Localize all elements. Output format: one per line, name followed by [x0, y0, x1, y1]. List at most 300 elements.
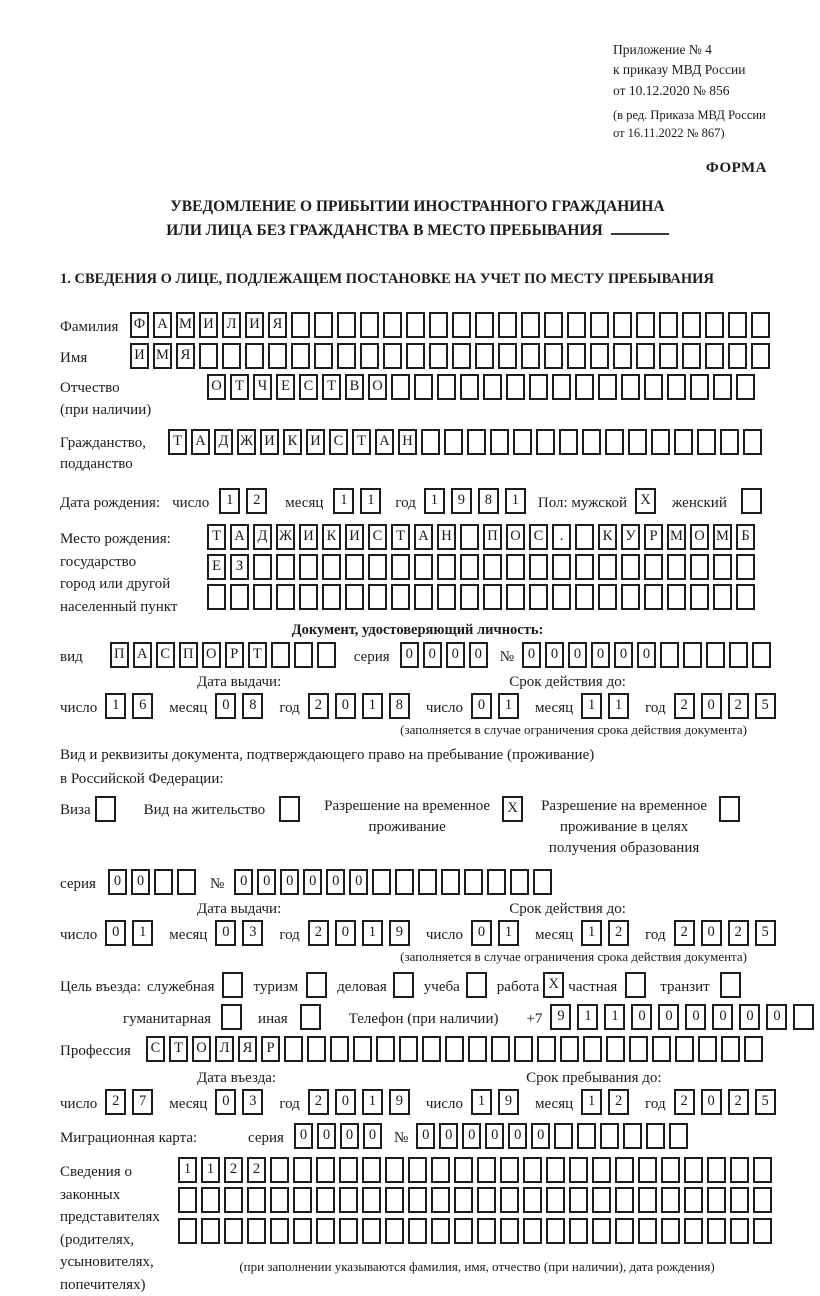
char-cell[interactable] — [271, 642, 290, 668]
char-cell[interactable]: Я — [176, 343, 195, 369]
char-cell[interactable] — [751, 343, 770, 369]
char-cell[interactable] — [487, 869, 506, 895]
char-cell[interactable]: 0 — [471, 920, 492, 946]
char-cell[interactable] — [247, 1218, 266, 1244]
char-cell[interactable]: А — [133, 642, 152, 668]
char-cell[interactable]: 0 — [423, 642, 442, 668]
char-cell[interactable]: Я — [238, 1036, 257, 1062]
char-cell[interactable]: 1 — [505, 488, 526, 514]
char-cell[interactable]: В — [345, 374, 364, 400]
permit-valid-month-cells[interactable] — [581, 920, 635, 946]
char-cell[interactable]: 2 — [224, 1157, 243, 1183]
char-cell[interactable] — [460, 554, 479, 580]
char-cell[interactable] — [383, 312, 402, 338]
char-cell[interactable] — [652, 1036, 671, 1062]
birth-day-cells[interactable] — [219, 488, 273, 514]
char-cell[interactable] — [719, 796, 740, 822]
char-cell[interactable] — [201, 1218, 220, 1244]
char-cell[interactable] — [222, 343, 241, 369]
char-cell[interactable]: 0 — [685, 1004, 706, 1030]
char-cell[interactable] — [337, 343, 356, 369]
char-cell[interactable]: О — [192, 1036, 211, 1062]
legal-reps-row3-cells[interactable] — [178, 1218, 776, 1244]
char-cell[interactable]: Д — [214, 429, 233, 455]
char-cell[interactable]: О — [207, 374, 226, 400]
char-cell[interactable] — [606, 1036, 625, 1062]
char-cell[interactable] — [793, 1004, 814, 1030]
char-cell[interactable] — [270, 1157, 289, 1183]
entry-day-cells[interactable] — [105, 1089, 159, 1115]
humanitarian-checkbox[interactable] — [221, 1004, 242, 1030]
char-cell[interactable]: 0 — [658, 1004, 679, 1030]
char-cell[interactable] — [736, 554, 755, 580]
char-cell[interactable] — [408, 1218, 427, 1244]
char-cell[interactable] — [598, 554, 617, 580]
temp-permit-checkbox[interactable] — [502, 796, 523, 822]
char-cell[interactable] — [521, 312, 540, 338]
visa-checkbox[interactable] — [95, 796, 116, 822]
char-cell[interactable]: И — [345, 524, 364, 550]
char-cell[interactable] — [418, 869, 437, 895]
char-cell[interactable] — [464, 869, 483, 895]
char-cell[interactable] — [713, 374, 732, 400]
char-cell[interactable] — [569, 1157, 588, 1183]
permit-issue-month-cells[interactable] — [215, 920, 269, 946]
char-cell[interactable] — [314, 312, 333, 338]
char-cell[interactable]: 0 — [439, 1123, 458, 1149]
char-cell[interactable] — [444, 429, 463, 455]
char-cell[interactable] — [613, 312, 632, 338]
char-cell[interactable] — [468, 1036, 487, 1062]
tourism-checkbox[interactable] — [306, 972, 327, 998]
char-cell[interactable] — [299, 584, 318, 610]
char-cell[interactable] — [625, 972, 646, 998]
char-cell[interactable] — [317, 642, 336, 668]
char-cell[interactable] — [667, 554, 686, 580]
char-cell[interactable]: 1 — [604, 1004, 625, 1030]
char-cell[interactable]: Т — [207, 524, 226, 550]
char-cell[interactable] — [245, 343, 264, 369]
char-cell[interactable]: 1 — [333, 488, 354, 514]
char-cell[interactable] — [221, 1004, 242, 1030]
char-cell[interactable] — [345, 554, 364, 580]
char-cell[interactable] — [506, 374, 525, 400]
char-cell[interactable]: Т — [322, 374, 341, 400]
char-cell[interactable] — [590, 343, 609, 369]
char-cell[interactable] — [720, 429, 739, 455]
char-cell[interactable] — [582, 429, 601, 455]
char-cell[interactable] — [661, 1187, 680, 1213]
char-cell[interactable] — [307, 1036, 326, 1062]
char-cell[interactable]: 1 — [360, 488, 381, 514]
other-checkbox[interactable] — [300, 1004, 321, 1030]
char-cell[interactable] — [523, 1187, 542, 1213]
char-cell[interactable]: 1 — [219, 488, 240, 514]
char-cell[interactable] — [300, 1004, 321, 1030]
char-cell[interactable] — [467, 429, 486, 455]
char-cell[interactable] — [644, 584, 663, 610]
char-cell[interactable] — [276, 554, 295, 580]
char-cell[interactable] — [546, 1157, 565, 1183]
char-cell[interactable] — [728, 312, 747, 338]
char-cell[interactable] — [729, 642, 748, 668]
char-cell[interactable] — [544, 312, 563, 338]
char-cell[interactable]: А — [230, 524, 249, 550]
char-cell[interactable] — [391, 374, 410, 400]
char-cell[interactable] — [414, 374, 433, 400]
char-cell[interactable] — [483, 374, 502, 400]
char-cell[interactable]: Р — [225, 642, 244, 668]
char-cell[interactable]: 0 — [326, 869, 345, 895]
char-cell[interactable] — [592, 1187, 611, 1213]
char-cell[interactable]: И — [306, 429, 325, 455]
sex-female-checkbox[interactable] — [741, 488, 762, 514]
char-cell[interactable] — [383, 343, 402, 369]
char-cell[interactable] — [431, 1187, 450, 1213]
char-cell[interactable] — [500, 1218, 519, 1244]
char-cell[interactable]: 0 — [234, 869, 253, 895]
char-cell[interactable]: О — [506, 524, 525, 550]
char-cell[interactable] — [675, 1036, 694, 1062]
char-cell[interactable]: 0 — [105, 920, 126, 946]
char-cell[interactable]: 0 — [614, 642, 633, 668]
char-cell[interactable] — [291, 312, 310, 338]
char-cell[interactable] — [636, 343, 655, 369]
char-cell[interactable] — [291, 343, 310, 369]
char-cell[interactable]: 9 — [550, 1004, 571, 1030]
char-cell[interactable] — [644, 554, 663, 580]
char-cell[interactable] — [659, 343, 678, 369]
char-cell[interactable] — [697, 429, 716, 455]
char-cell[interactable] — [247, 1187, 266, 1213]
char-cell[interactable]: 2 — [674, 1089, 695, 1115]
char-cell[interactable] — [682, 312, 701, 338]
char-cell[interactable] — [385, 1187, 404, 1213]
char-cell[interactable]: З — [230, 554, 249, 580]
char-cell[interactable] — [391, 554, 410, 580]
char-cell[interactable]: 0 — [545, 642, 564, 668]
char-cell[interactable] — [429, 343, 448, 369]
char-cell[interactable] — [638, 1187, 657, 1213]
char-cell[interactable] — [684, 1218, 703, 1244]
char-cell[interactable]: А — [191, 429, 210, 455]
char-cell[interactable]: 0 — [215, 920, 236, 946]
char-cell[interactable]: X — [635, 488, 656, 514]
char-cell[interactable] — [201, 1187, 220, 1213]
char-cell[interactable] — [713, 584, 732, 610]
permit-issue-day-cells[interactable] — [105, 920, 159, 946]
char-cell[interactable] — [293, 1157, 312, 1183]
doc-issue-month-cells[interactable] — [215, 693, 269, 719]
char-cell[interactable] — [720, 972, 741, 998]
char-cell[interactable] — [684, 1187, 703, 1213]
char-cell[interactable]: К — [598, 524, 617, 550]
char-cell[interactable] — [437, 554, 456, 580]
char-cell[interactable]: 1 — [424, 488, 445, 514]
char-cell[interactable]: 6 — [132, 693, 153, 719]
char-cell[interactable] — [454, 1157, 473, 1183]
legal-reps-row2-cells[interactable] — [178, 1187, 776, 1213]
char-cell[interactable] — [483, 554, 502, 580]
citizenship-cells[interactable] — [168, 429, 766, 455]
char-cell[interactable]: Е — [207, 554, 226, 580]
char-cell[interactable] — [521, 343, 540, 369]
doc-valid-month-cells[interactable] — [581, 693, 635, 719]
char-cell[interactable] — [399, 1036, 418, 1062]
char-cell[interactable] — [575, 554, 594, 580]
char-cell[interactable]: Н — [437, 524, 456, 550]
char-cell[interactable]: Я — [268, 312, 287, 338]
char-cell[interactable]: 2 — [247, 1157, 266, 1183]
char-cell[interactable] — [644, 374, 663, 400]
char-cell[interactable]: 2 — [246, 488, 267, 514]
char-cell[interactable] — [751, 312, 770, 338]
char-cell[interactable]: А — [375, 429, 394, 455]
char-cell[interactable] — [506, 554, 525, 580]
char-cell[interactable] — [437, 584, 456, 610]
sex-male-checkbox[interactable] — [635, 488, 656, 514]
char-cell[interactable]: 8 — [389, 693, 410, 719]
char-cell[interactable] — [224, 1187, 243, 1213]
char-cell[interactable]: 0 — [469, 642, 488, 668]
char-cell[interactable] — [546, 1218, 565, 1244]
char-cell[interactable]: 5 — [755, 693, 776, 719]
edu-permit-checkbox[interactable] — [719, 796, 740, 822]
char-cell[interactable] — [721, 1036, 740, 1062]
char-cell[interactable] — [431, 1157, 450, 1183]
char-cell[interactable]: 2 — [728, 920, 749, 946]
char-cell[interactable]: И — [245, 312, 264, 338]
char-cell[interactable] — [491, 1036, 510, 1062]
char-cell[interactable] — [529, 584, 548, 610]
char-cell[interactable]: 0 — [280, 869, 299, 895]
char-cell[interactable]: И — [260, 429, 279, 455]
char-cell[interactable] — [544, 343, 563, 369]
doc-type-cells[interactable] — [110, 642, 340, 668]
char-cell[interactable]: 0 — [317, 1123, 336, 1149]
birth-place-row3-cells[interactable] — [207, 584, 759, 610]
char-cell[interactable] — [743, 429, 762, 455]
char-cell[interactable]: 0 — [471, 693, 492, 719]
char-cell[interactable]: 1 — [498, 920, 519, 946]
char-cell[interactable]: 0 — [766, 1004, 787, 1030]
stay-month-cells[interactable] — [581, 1089, 635, 1115]
char-cell[interactable] — [406, 343, 425, 369]
char-cell[interactable] — [514, 1036, 533, 1062]
char-cell[interactable]: 0 — [637, 642, 656, 668]
char-cell[interactable] — [621, 374, 640, 400]
char-cell[interactable]: Т — [391, 524, 410, 550]
char-cell[interactable] — [753, 1157, 772, 1183]
char-cell[interactable] — [314, 343, 333, 369]
residence-permit-checkbox[interactable] — [279, 796, 300, 822]
permit-series-cells[interactable] — [108, 869, 200, 895]
char-cell[interactable]: 5 — [755, 1089, 776, 1115]
char-cell[interactable] — [651, 429, 670, 455]
char-cell[interactable]: Т — [169, 1036, 188, 1062]
char-cell[interactable] — [460, 524, 479, 550]
char-cell[interactable]: У — [621, 524, 640, 550]
char-cell[interactable]: . — [552, 524, 571, 550]
char-cell[interactable] — [592, 1218, 611, 1244]
char-cell[interactable]: 2 — [728, 1089, 749, 1115]
char-cell[interactable]: А — [414, 524, 433, 550]
char-cell[interactable] — [559, 429, 578, 455]
char-cell[interactable] — [454, 1218, 473, 1244]
char-cell[interactable] — [674, 429, 693, 455]
char-cell[interactable]: 0 — [446, 642, 465, 668]
permit-valid-year-cells[interactable] — [674, 920, 782, 946]
char-cell[interactable]: 1 — [471, 1089, 492, 1115]
char-cell[interactable] — [552, 554, 571, 580]
char-cell[interactable] — [475, 312, 494, 338]
mig-number-cells[interactable] — [416, 1123, 692, 1149]
char-cell[interactable]: X — [543, 972, 564, 998]
char-cell[interactable]: С — [156, 642, 175, 668]
char-cell[interactable] — [316, 1218, 335, 1244]
char-cell[interactable] — [395, 869, 414, 895]
char-cell[interactable] — [615, 1218, 634, 1244]
char-cell[interactable] — [498, 343, 517, 369]
char-cell[interactable] — [279, 796, 300, 822]
char-cell[interactable] — [322, 584, 341, 610]
char-cell[interactable] — [736, 374, 755, 400]
char-cell[interactable] — [592, 1157, 611, 1183]
char-cell[interactable] — [408, 1157, 427, 1183]
char-cell[interactable] — [293, 1187, 312, 1213]
char-cell[interactable]: 0 — [531, 1123, 550, 1149]
char-cell[interactable]: О — [690, 524, 709, 550]
permit-issue-year-cells[interactable] — [308, 920, 416, 946]
char-cell[interactable] — [583, 1036, 602, 1062]
char-cell[interactable]: 1 — [581, 920, 602, 946]
char-cell[interactable] — [224, 1218, 243, 1244]
char-cell[interactable] — [615, 1187, 634, 1213]
char-cell[interactable] — [575, 524, 594, 550]
char-cell[interactable] — [713, 554, 732, 580]
char-cell[interactable]: С — [146, 1036, 165, 1062]
char-cell[interactable] — [385, 1218, 404, 1244]
char-cell[interactable]: Ж — [276, 524, 295, 550]
char-cell[interactable] — [560, 1036, 579, 1062]
char-cell[interactable]: Т — [248, 642, 267, 668]
char-cell[interactable] — [682, 343, 701, 369]
char-cell[interactable] — [728, 343, 747, 369]
char-cell[interactable] — [753, 1218, 772, 1244]
char-cell[interactable] — [454, 1187, 473, 1213]
char-cell[interactable]: И — [130, 343, 149, 369]
char-cell[interactable] — [513, 429, 532, 455]
char-cell[interactable]: К — [283, 429, 302, 455]
char-cell[interactable] — [322, 554, 341, 580]
char-cell[interactable]: О — [368, 374, 387, 400]
char-cell[interactable]: Е — [276, 374, 295, 400]
char-cell[interactable] — [339, 1157, 358, 1183]
char-cell[interactable] — [353, 1036, 372, 1062]
char-cell[interactable] — [598, 374, 617, 400]
char-cell[interactable] — [222, 972, 243, 998]
entry-month-cells[interactable] — [215, 1089, 269, 1115]
stay-year-cells[interactable] — [674, 1089, 782, 1115]
doc-issue-day-cells[interactable] — [105, 693, 159, 719]
char-cell[interactable] — [667, 374, 686, 400]
char-cell[interactable]: 9 — [451, 488, 472, 514]
char-cell[interactable] — [431, 1218, 450, 1244]
char-cell[interactable]: И — [199, 312, 218, 338]
char-cell[interactable] — [575, 374, 594, 400]
char-cell[interactable] — [577, 1123, 596, 1149]
char-cell[interactable] — [669, 1123, 688, 1149]
char-cell[interactable]: 0 — [522, 642, 541, 668]
char-cell[interactable] — [362, 1187, 381, 1213]
char-cell[interactable]: 0 — [131, 869, 150, 895]
business-checkbox[interactable] — [393, 972, 414, 998]
char-cell[interactable] — [452, 312, 471, 338]
char-cell[interactable] — [422, 1036, 441, 1062]
char-cell[interactable] — [429, 312, 448, 338]
char-cell[interactable]: 2 — [608, 1089, 629, 1115]
char-cell[interactable]: 1 — [178, 1157, 197, 1183]
char-cell[interactable] — [661, 1157, 680, 1183]
char-cell[interactable] — [730, 1157, 749, 1183]
char-cell[interactable] — [362, 1157, 381, 1183]
char-cell[interactable]: 0 — [335, 920, 356, 946]
char-cell[interactable] — [95, 796, 116, 822]
char-cell[interactable] — [707, 1157, 726, 1183]
char-cell[interactable] — [569, 1187, 588, 1213]
char-cell[interactable]: 0 — [568, 642, 587, 668]
char-cell[interactable]: 0 — [701, 693, 722, 719]
char-cell[interactable] — [600, 1123, 619, 1149]
char-cell[interactable]: 0 — [108, 869, 127, 895]
char-cell[interactable] — [730, 1218, 749, 1244]
char-cell[interactable]: 0 — [712, 1004, 733, 1030]
char-cell[interactable] — [414, 554, 433, 580]
char-cell[interactable]: 0 — [215, 1089, 236, 1115]
char-cell[interactable] — [490, 429, 509, 455]
char-cell[interactable]: Ф — [130, 312, 149, 338]
char-cell[interactable]: 0 — [349, 869, 368, 895]
official-checkbox[interactable] — [222, 972, 243, 998]
char-cell[interactable]: 9 — [389, 920, 410, 946]
char-cell[interactable] — [621, 584, 640, 610]
char-cell[interactable] — [730, 1187, 749, 1213]
char-cell[interactable]: 0 — [303, 869, 322, 895]
char-cell[interactable]: 0 — [340, 1123, 359, 1149]
permit-number-cells[interactable] — [234, 869, 556, 895]
char-cell[interactable] — [628, 429, 647, 455]
char-cell[interactable] — [621, 554, 640, 580]
char-cell[interactable] — [306, 972, 327, 998]
char-cell[interactable] — [569, 1218, 588, 1244]
char-cell[interactable] — [590, 312, 609, 338]
char-cell[interactable]: 2 — [308, 693, 329, 719]
char-cell[interactable] — [523, 1157, 542, 1183]
char-cell[interactable]: 9 — [389, 1089, 410, 1115]
legal-reps-row1-cells[interactable] — [178, 1157, 776, 1183]
char-cell[interactable] — [339, 1218, 358, 1244]
char-cell[interactable] — [623, 1123, 642, 1149]
char-cell[interactable] — [360, 312, 379, 338]
char-cell[interactable] — [154, 869, 173, 895]
char-cell[interactable] — [437, 374, 456, 400]
char-cell[interactable] — [659, 312, 678, 338]
char-cell[interactable] — [178, 1218, 197, 1244]
char-cell[interactable] — [638, 1157, 657, 1183]
char-cell[interactable]: 1 — [201, 1157, 220, 1183]
char-cell[interactable]: А — [153, 312, 172, 338]
char-cell[interactable]: С — [299, 374, 318, 400]
